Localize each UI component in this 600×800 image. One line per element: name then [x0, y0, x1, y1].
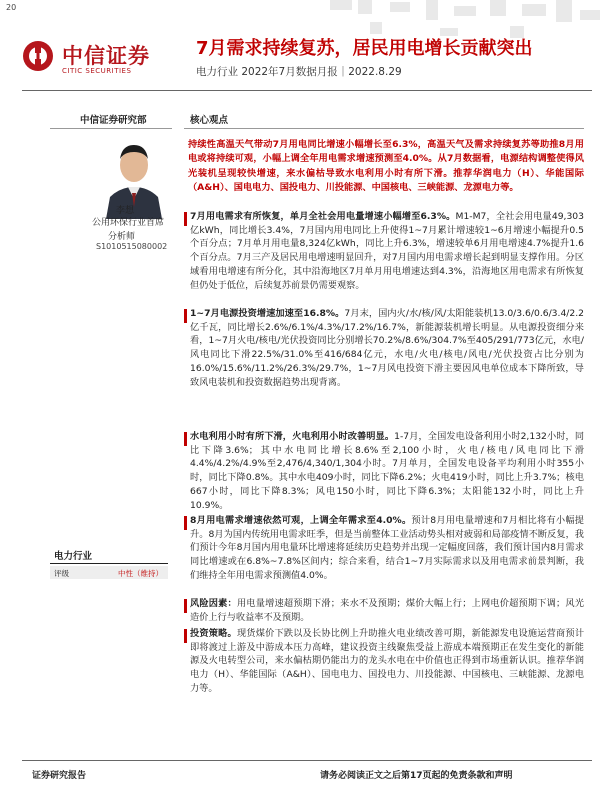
footer-divider — [22, 760, 592, 761]
report-subtitle: 电力行业 2022年7月数据月报｜2022.8.29 — [196, 66, 402, 78]
paragraph-heading: 水电利用小时有所下滑，火电利用小时改善明显。 — [190, 431, 395, 442]
page-number: 20 — [6, 3, 17, 12]
industry-divider — [50, 563, 168, 564]
main-divider — [184, 128, 584, 129]
paragraph-body: 1-7月，全国发电设备利用小时2,132小时，同比下降3.6%；其中水电同比增长8.6%至2,100小时，火电/核电/风电同比下滑4.4%/4.2%/4.9%至2,476/4,340/1,304小时。7月单月，全国发电设备平均利用小时355小时，同比下降0.8%。其中水电409小时，同比下降6.2%；火电419小时，同比上升3.7%；核电667小时，同比下降8.3%；风电150小时，同比下降6.3%；太阳能132小时，同比上升10.9%。 — [190, 431, 585, 511]
footer-disclaimer: 请务必阅读正文之后第17页起的免责条款和声明 — [320, 771, 513, 781]
paragraph-marker — [184, 599, 187, 613]
paragraph-outlook — [190, 514, 584, 583]
paragraph-body: 现货煤价下跌以及长协比例上升助推火电业绩改善可期，新能源发电设施运营商预计即将渡过上游及中游成本压力高峰，建议投资主线聚焦受益上游成本端预期正在发生变化的新能源及火电转型公司，来水偏枯期仍能出力的龙头水电在中价值也正得到市场重新认识。推荐华润电力（H）、华能国际（A&H）、国电电力、国投电力、川投能源、中国核电、三峡能源、龙源电力等。 — [190, 628, 585, 694]
paragraph-heading: 1~7月电源投资增速加速至16.8%。 — [190, 308, 345, 319]
logo-text-cn: 中信证券 — [62, 44, 150, 68]
author-role: 公用环保行业首席 — [92, 218, 165, 228]
sidebar-divider — [50, 128, 172, 129]
paragraph-marker — [184, 516, 187, 530]
paragraph-demand — [190, 210, 584, 292]
paragraph-investment — [190, 307, 584, 389]
paragraph-heading: 投资策略。 — [190, 628, 237, 639]
logo-text-en: CITIC SECURITIES — [62, 67, 132, 75]
paragraph-strategy — [190, 627, 584, 696]
paragraph-marker — [184, 432, 187, 446]
paragraph-body: 7月末，国内火/水/核/风/太阳能装机13.0/3.6/0.6/3.4/2.2亿千瓦，同比增长2.6%/6.1%/4.3%/17.2%/16.7%，新能源装机增长明显。从电源投资细分来看，1~7月火电/核电/光伏投资同比分别增长70.2%/8.6%/304.7%至405/291/773亿元，水电/风电同比下滑22.5%/31.0%至416/684亿元，水电/火电/核电/风电/光伏投资占比分别为16.0%/15.6%/11.2%/26.3%/29.7%，1~7月风电投资下滑主要因风电单位成本下降所致，导致风电装机和投资数据趋势出现背离。 — [190, 308, 585, 388]
paragraph-body: 预计8月用电量增速和7月相比将有小幅提升。8月为国内传统用电需求旺季，但是当前整体工业活动势头相对疲弱和局部疫情不断反复，我们预计今年8月国内用电量环比增速将延续历史趋势并出现一定幅度回落，我们预计国内8月需求同比增速或在6.8%~7.8%区间内；综合来看，结合1~7月实际需求以及用电需求前景判断，我们维持全年用电需求预测值4.0%。 — [190, 515, 584, 581]
report-title: 7月需求持续复苏，居民用电增长贡献突出 — [196, 38, 533, 59]
author-name: 李想 — [116, 206, 135, 216]
paragraph-heading: 8月用电需求增速依然可观，上调全年需求至4.0%。 — [190, 515, 412, 526]
paragraph-heading: 7月用电需求有所恢复，单月全社会用电量增速小幅增至6.3%。 — [190, 211, 456, 222]
author-title: 分析师 — [108, 232, 136, 242]
citic-logo-icon — [22, 40, 54, 72]
header-divider — [22, 90, 592, 91]
footer-report-type: 证券研究报告 — [32, 771, 87, 781]
paragraph-marker — [184, 629, 187, 643]
paragraph-body: M1-M7，全社会用电量49,303亿kWh，同比增长3.4%，7月国内用电同比上升使得1~7月累计增速较1~6月增速小幅提升0.5个百分点；7月单月用电量8,324亿kWh，同比上升6.3%，增速较单6月用电增速4.7%提升1.6个百分点。7月三产及居民用电增速明显回升，对7月国内用电需求增长起到明显支撑作用。分区域看用电增速有所分化，其中沿海地区7月单月用电增速达到4.3%，沿海地区用电需求有所恢复但仍处于低位，后续复苏前景仍需要观察。 — [190, 211, 585, 291]
section-label: 核心观点 — [190, 115, 229, 126]
paragraph-heading: 风险因素： — [190, 598, 237, 609]
rating-label: 评级 — [54, 569, 69, 578]
paragraph-marker — [184, 309, 187, 323]
paragraph-body: 用电量增速超预期下滑；来水不及预期；煤价大幅上行；上网电价超预期下调；风光造价上行与收益率不及预期。 — [190, 598, 585, 623]
industry-title: 电力行业 — [54, 551, 93, 562]
paragraph-utilization — [190, 430, 584, 512]
author-license-id: S1010515080002 — [96, 242, 168, 251]
paragraph-risks — [190, 597, 584, 624]
summary-text: 持续性高温天气带动7月用电同比增速小幅增长至6.3%，高温天气及需求持续复苏等助推8月用电或将持续可观，小幅上调全年用电需求增速预测至4.0%。从7月数据看，电源结构调整使得风光装机呈现较快增速，来水偏枯导致水电利用小时有所下滑。推荐华润电力（H）、华能国际（A&H）、国电电力、国投电力、川投能源、中国核电、三峡能源、龙源电力等。 — [188, 139, 584, 193]
research-org: 中信证券研究部 — [80, 115, 147, 126]
paragraph-marker — [184, 212, 187, 226]
rating-value: 中性（维持） — [118, 569, 163, 578]
